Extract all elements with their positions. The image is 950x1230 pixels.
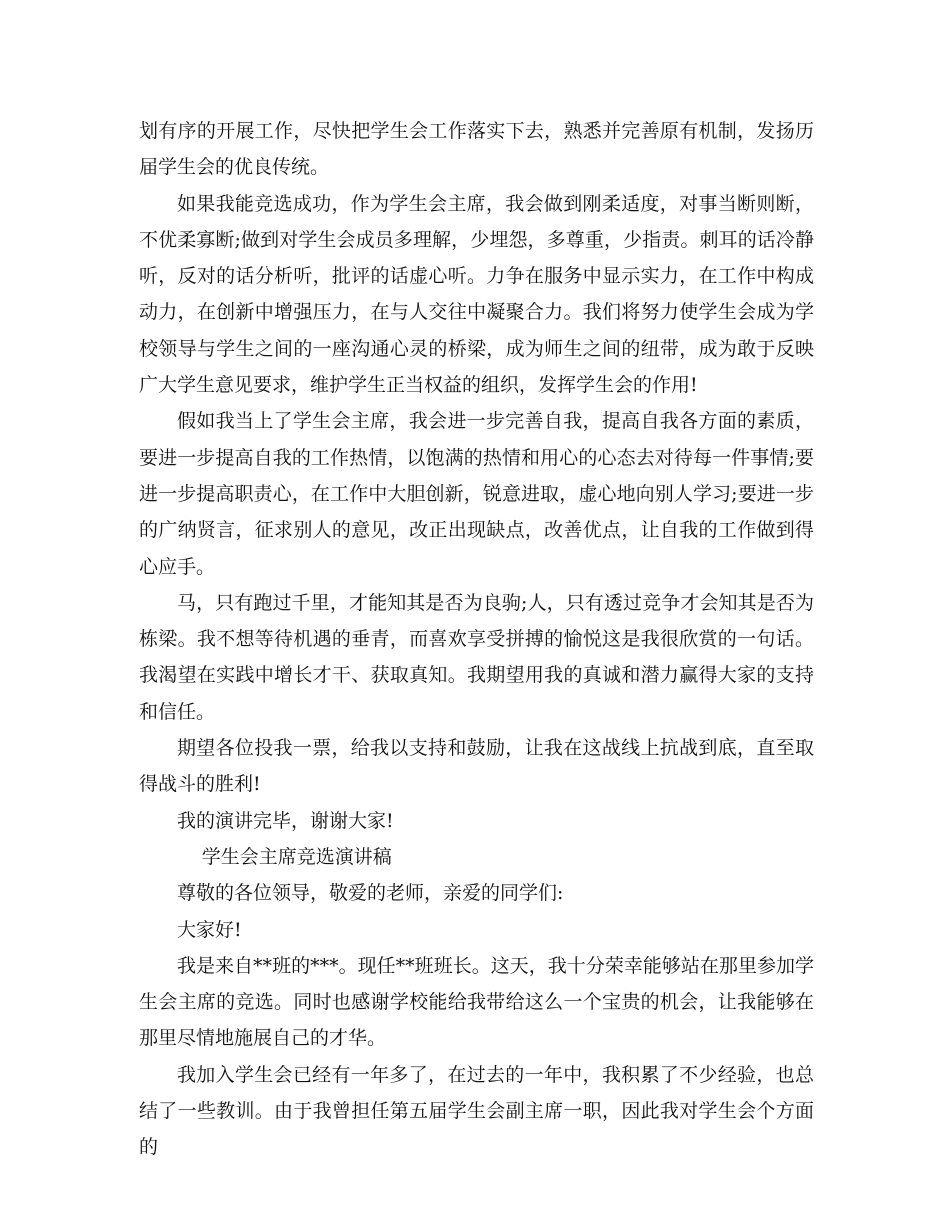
paragraph-horse-metaphor: 马，只有跑过千里，才能知其是否为良驹;人，只有透过竞争才会知其是否为栋梁。我不想等待机遇的垂青，而喜欢享受拼搏的愉悦这是我很欣赏的一句话。我渴望在实践中增长才干、获取真知。我期望用我的真诚和潜力赢得大家的支持和信任。 [139, 591, 814, 723]
paragraph-experience: 我加入学生会已经有一年多了，在过去的一年中，我积累了不少经验，也总结了一些教训。由于我曾担任第五届学生会副主席一职，因此我对学生会个方面的 [139, 1063, 814, 1159]
paragraph-success-plan: 如果我能竞选成功，作为学生会主席，我会做到刚柔适度，对事当断则断，不优柔寡断;做到对学生会成员多理解，少埋怨，多尊重，少指责。刺耳的话冷静听，反对的话分析听，批评的话虚心听。力争在服务中显示实力，在工作中构成动力，在创新中增强压力，在与人交往中凝聚合力。我们将努力使学生会成为学校领导与学生之间的一座沟通心灵的桥梁，成为师生之间的纽带，成为敢于反映广大学生意见要求，维护学生正当权益的组织，发挥学生会的作用! [139, 192, 814, 397]
paragraph-salutation: 尊敬的各位领导，敬爱的老师，亲爱的同学们: [177, 882, 564, 905]
paragraph-self-improvement: 假如我当上了学生会主席，我会进一步完善自我，提高自我各方面的素质，要进一步提高自我的工作热情，以饱满的热情和用心的心态去对待每一件事情;要进一步提高职责心，在工作中大胆创新，锐意进取，虚心地向别人学习;要进一步的广纳贤言，征求别人的意见，改正出现缺点，改善优点，让自我的工作做到得心应手。 [139, 410, 814, 578]
paragraph-vote-request: 期望各位投我一票，给我以支持和鼓励，让我在这战线上抗战到底，直至取得战斗的胜利! [139, 737, 814, 796]
document-body [139, 113, 814, 1166]
paragraph-continuation: 划有序的开展工作，尽快把学生会工作落实下去，熟悉并完善原有机制，发扬历届学生会的优良传统。 [139, 120, 814, 179]
paragraph-closing: 我的演讲完毕，谢谢大家! [177, 809, 394, 832]
paragraph-introduction: 我是来自**班的***。现任**班班长。这天，我十分荣幸能够站在那里参加学生会主席的竞选。同时也感谢学校能给我带给这么一个宝贵的机会，让我能够在那里尽情地施展自己的才华。 [139, 954, 814, 1050]
paragraph-greeting: 大家好! [177, 918, 242, 941]
section-title: 学生会主席竞选演讲稿 [201, 845, 392, 868]
